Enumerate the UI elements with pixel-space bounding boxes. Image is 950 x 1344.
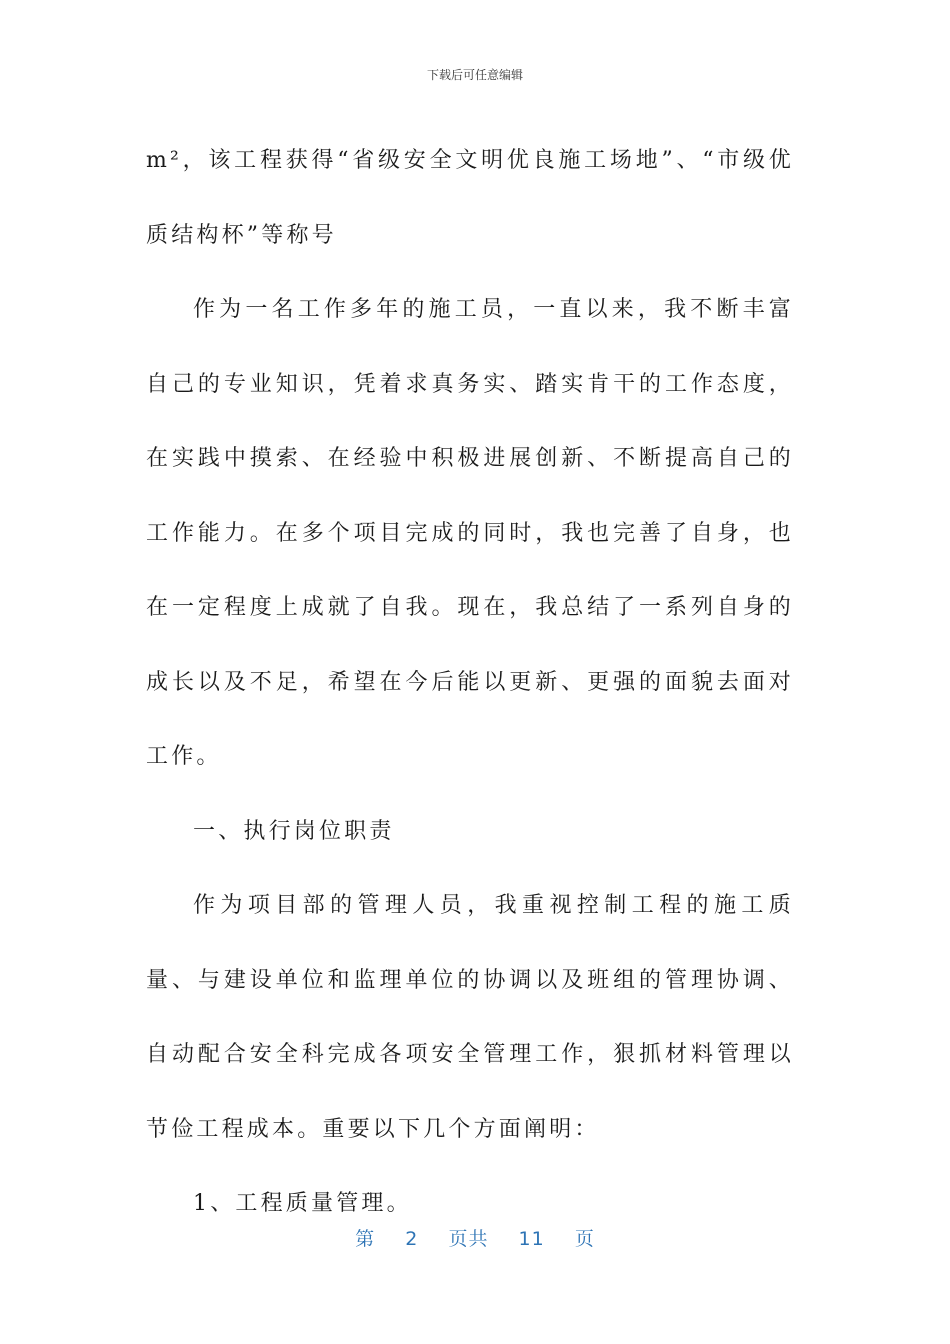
footer-page-number: 2	[405, 1228, 419, 1250]
paragraph-duties: 作为项目部的管理人员，我重视控制工程的施工质量、与建设单位和监理单位的协调以及班组的管理协调、自动配合安全科完成各项安全管理工作，狠抓材料管理以节俭工程成本。重要以下几个方面阐明：	[146, 893, 794, 1142]
paragraph-continuation: m²，该工程获得“省级安全文明优良施工场地”、“市级优质结构杯”等称号	[146, 148, 794, 248]
section-heading: 一、执行岗位职责	[193, 818, 395, 844]
footer-page-suffix: 页	[574, 1228, 595, 1250]
footer-page-prefix: 第	[355, 1228, 376, 1250]
footer-total-pages: 11	[518, 1228, 545, 1250]
document-body	[146, 124, 794, 1242]
page-footer	[0, 1224, 950, 1251]
footer-page-middle: 页共	[448, 1228, 489, 1250]
header-note: 下载后可任意编辑	[426, 68, 523, 82]
paragraph-intro: 作为一名工作多年的施工员，一直以来，我不断丰富自己的专业知识，凭着求真务实、踏实肯干的工作态度，在实践中摸索、在经验中积极进展创新、不断提高自己的工作能力。在多个项目完成的同时，我也完善了自身，也在一定程度上成就了自我。现在，我总结了一系列自身的成长以及不足，希望在今后能以更新、更强的面貌去面对工作。	[146, 297, 794, 769]
subsection-heading: 1、工程质量管理。	[193, 1191, 412, 1216]
